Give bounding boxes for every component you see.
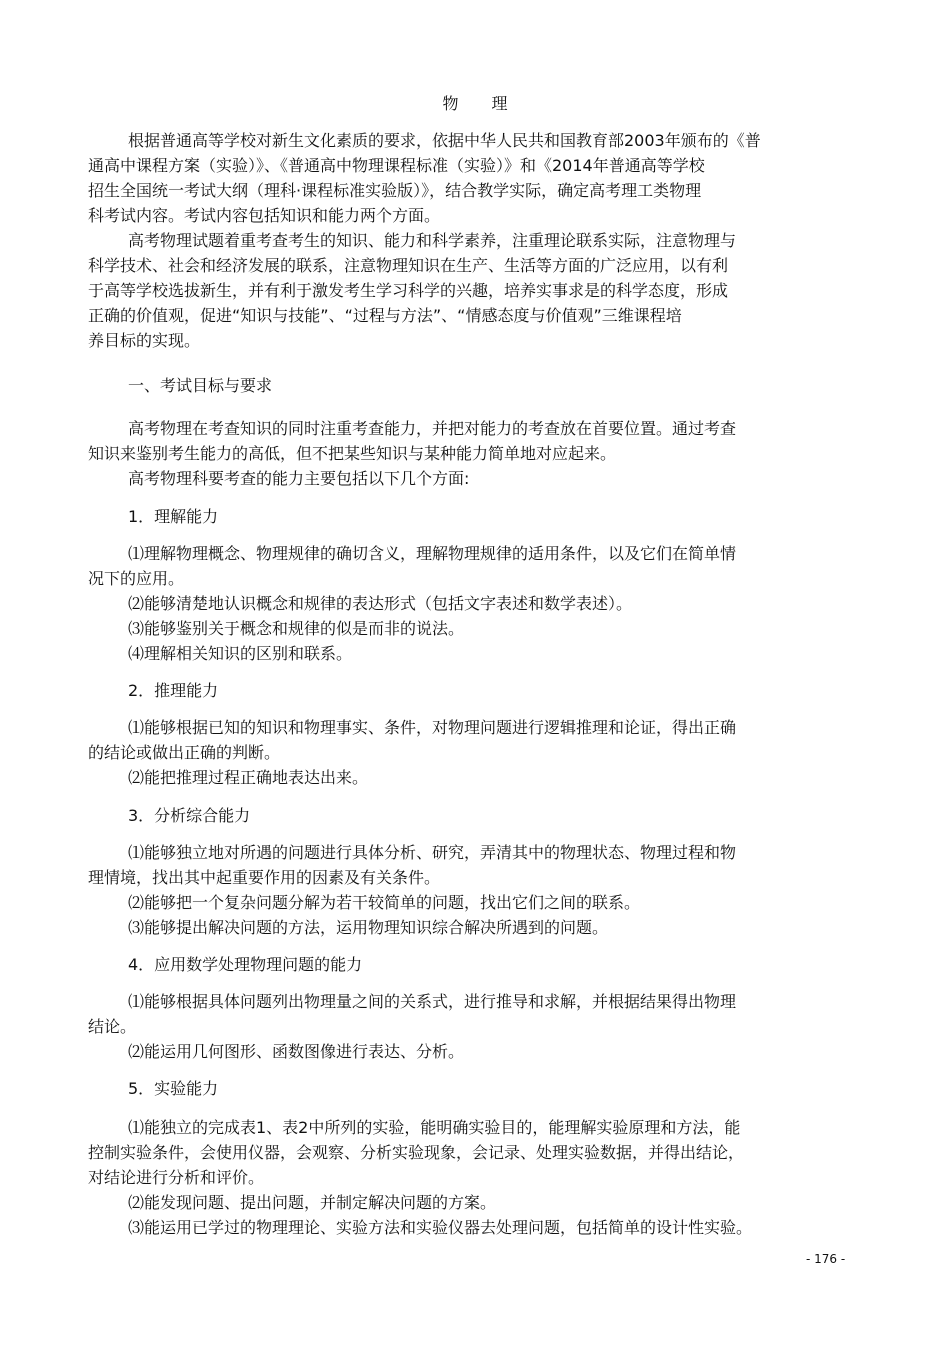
ability-line: ⑴能够独立地对所遇的问题进行具体分析、研究，弄清其中的物理状态、物理过程和物 bbox=[128, 843, 737, 862]
ability-line: 控制实验条件，会使用仪器，会观察、分析实验现象，会记录、处理实验数据，并得出结论， bbox=[88, 1143, 745, 1162]
ability-line: 对结论进行分析和评价。 bbox=[88, 1168, 265, 1187]
page-title: 物 理 bbox=[442, 94, 522, 113]
section-line: 知识来鉴别考生能力的高低，但不把某些知识与某种能力简单地对应起来。 bbox=[88, 444, 617, 463]
ability-line: ⑶能够提出解决问题的方法，运用物理知识综合解决所遇到的问题。 bbox=[128, 918, 609, 937]
intro-line: 高考物理试题着重考查考生的知识、能力和科学素养，注重理论联系实际，注意物理与 bbox=[128, 231, 737, 250]
ability-line: ⑴理解物理概念、物理规律的确切含义，理解物理规律的适用条件，以及它们在简单情 bbox=[128, 544, 737, 563]
ability-heading: 4．应用数学处理物理问题的能力 bbox=[128, 955, 363, 974]
intro-line: 科考试内容。考试内容包括知识和能力两个方面。 bbox=[88, 206, 441, 225]
ability-line: ⑷理解相关知识的区别和联系。 bbox=[128, 644, 353, 663]
ability-line: ⑶能运用已学过的物理理论、实验方法和实验仪器去处理问题，包括简单的设计性实验。 bbox=[128, 1218, 753, 1237]
ability-line: 结论。 bbox=[88, 1017, 137, 1036]
ability-line: ⑴能够根据具体问题列出物理量之间的关系式，进行推导和求解，并根据结果得出物理 bbox=[128, 992, 737, 1011]
ability-line: ⑴能够根据已知的知识和物理事实、条件，对物理问题进行逻辑推理和论证，得出正确 bbox=[128, 718, 737, 737]
ability-heading: 2．推理能力 bbox=[128, 681, 219, 700]
ability-line: 理情境，找出其中起重要作用的因素及有关条件。 bbox=[88, 868, 441, 887]
ability-line: 况下的应用。 bbox=[88, 569, 185, 588]
page-number: - 176 - bbox=[806, 1252, 846, 1266]
ability-line: ⑶能够鉴别关于概念和规律的似是而非的说法。 bbox=[128, 619, 465, 638]
intro-line: 于高等学校选拔新生，并有利于激发考生学习科学的兴趣，培养实事求是的科学态度，形成 bbox=[88, 281, 729, 300]
ability-line: ⑵能发现问题、提出问题，并制定解决问题的方案。 bbox=[128, 1193, 497, 1212]
ability-heading: 3．分析综合能力 bbox=[128, 806, 251, 825]
ability-line: ⑵能把推理过程正确地表达出来。 bbox=[128, 768, 369, 787]
section-line: 高考物理科要考查的能力主要包括以下几个方面: bbox=[128, 469, 470, 488]
intro-line: 根据普通高等学校对新生文化素质的要求，依据中华人民共和国教育部2003年颁布的《普 bbox=[128, 131, 761, 150]
section-heading: 一、考试目标与要求 bbox=[128, 376, 273, 395]
intro-line: 招生全国统一考试大纲（理科·课程标准实验版）》，结合教学实际，确定高考理工类物理 bbox=[88, 181, 702, 200]
ability-line: 的结论或做出正确的判断。 bbox=[88, 743, 281, 762]
intro-line: 科学技术、社会和经济发展的联系，注意物理知识在生产、生活等方面的广泛应用，以有利 bbox=[88, 256, 729, 275]
intro-line: 养目标的实现。 bbox=[88, 331, 201, 350]
ability-line: ⑴能独立的完成表1、表2中所列的实验，能明确实验目的，能理解实验原理和方法，能 bbox=[128, 1118, 741, 1137]
intro-line: 正确的价值观，促进“知识与技能”、“过程与方法”、“情感态度与价值观”三维课程培 bbox=[88, 306, 682, 325]
section-line: 高考物理在考查知识的同时注重考查能力，并把对能力的考查放在首要位置。通过考查 bbox=[128, 419, 737, 438]
ability-heading: 5．实验能力 bbox=[128, 1079, 219, 1098]
ability-line: ⑵能够清楚地认识概念和规律的表达形式（包括文字表述和数学表述）。 bbox=[128, 594, 633, 613]
intro-line: 通高中课程方案（实验）》、《普通高中物理课程标准（实验）》和《2014年普通高等学校 bbox=[88, 156, 705, 175]
ability-heading: 1．理解能力 bbox=[128, 507, 219, 526]
ability-line: ⑵能运用几何图形、函数图像进行表达、分析。 bbox=[128, 1042, 465, 1061]
ability-line: ⑵能够把一个复杂问题分解为若干较简单的问题，找出它们之间的联系。 bbox=[128, 893, 641, 912]
